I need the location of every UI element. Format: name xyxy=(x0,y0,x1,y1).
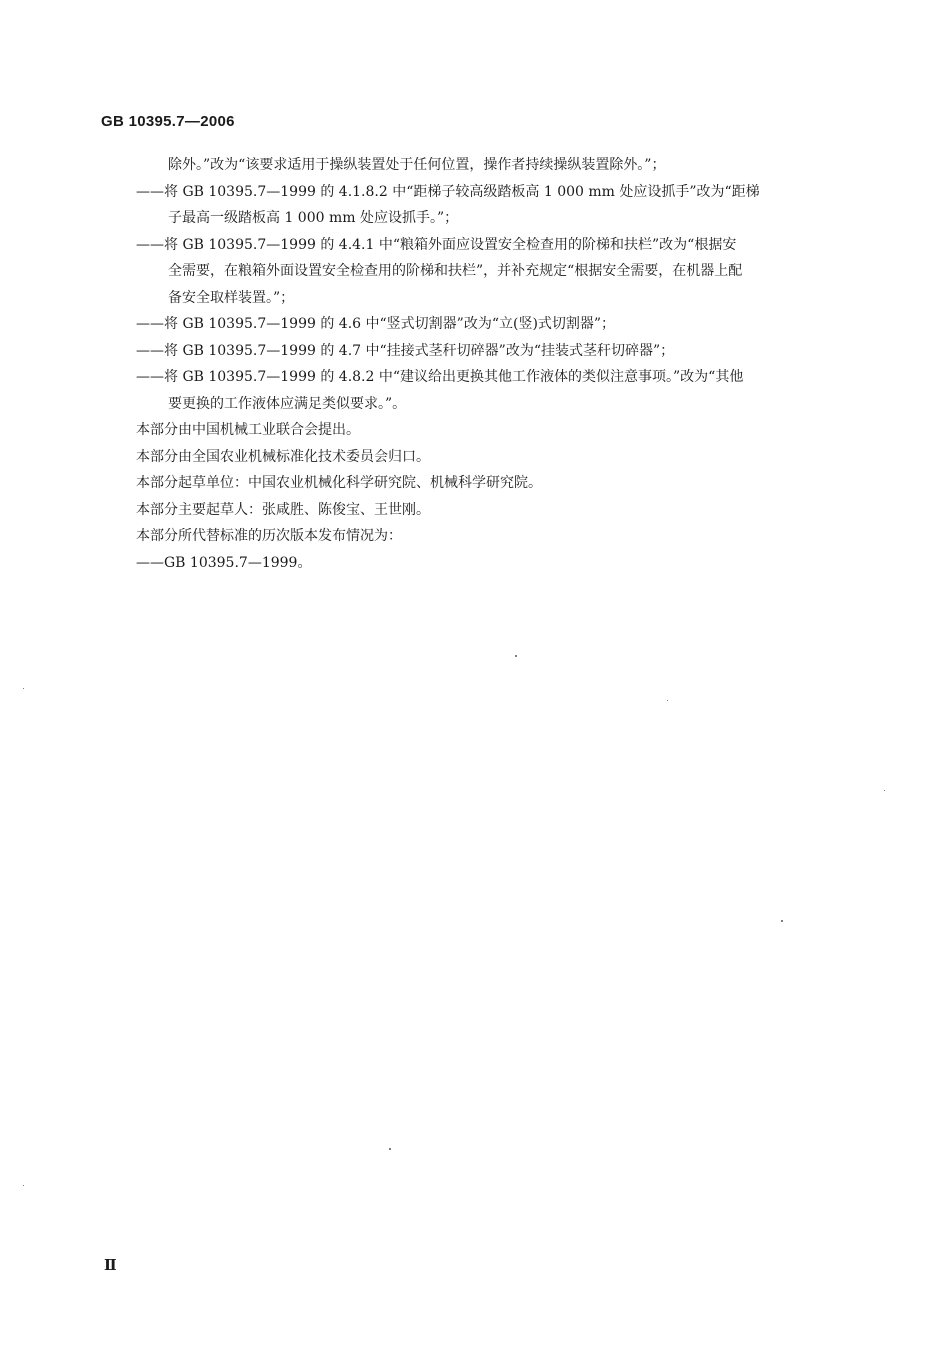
text-line: ——将 GB 10395.7—1999 的 4.1.8.2 中“距梯子较高级踏板高 1 000 mm 处应设抓手”改为“距梯 xyxy=(136,183,760,200)
text-line: ——将 GB 10395.7—1999 的 4.7 中“挂接式茎秆切碎器”改为“挂装式茎秆切碎器”； xyxy=(136,342,675,359)
scan-speck xyxy=(667,700,668,701)
text-line: ——将 GB 10395.7—1999 的 4.6 中“竖式切割器”改为“立(竖)式切割器”； xyxy=(136,316,616,332)
text-line: 本部分主要起草人：张咸胜、陈俊宝、王世刚。 xyxy=(136,501,430,518)
text-line: 本部分由全国农业机械标准化技术委员会归口。 xyxy=(136,448,430,465)
scan-speck xyxy=(23,688,24,689)
scan-speck xyxy=(23,1185,24,1186)
text-line: ——将 GB 10395.7—1999 的 4.4.1 中“粮箱外面应设置安全检查用的阶梯和扶栏”改为“根据安 xyxy=(136,236,737,253)
scan-speck xyxy=(389,1148,391,1150)
page-number: Ⅱ xyxy=(104,1258,117,1274)
text-line: 要更换的工作液体应满足类似要求。”。 xyxy=(168,395,407,412)
text-line: 全需要，在粮箱外面设置安全检查用的阶梯和扶栏”，并补充规定“根据安全需要，在机器上配 xyxy=(168,263,743,279)
scan-speck xyxy=(781,920,783,922)
foreword-body xyxy=(136,152,856,576)
text-line: 备安全取样装置。”； xyxy=(168,289,295,306)
text-line: 除外。”改为“该要求适用于操纵装置处于任何位置，操作者持续操纵装置除外。”； xyxy=(168,157,666,173)
text-line: 本部分由中国机械工业联合会提出。 xyxy=(136,422,360,438)
text-line: 本部分起草单位：中国农业机械化科学研究院、机械科学研究院。 xyxy=(136,475,542,491)
text-line: ——将 GB 10395.7—1999 的 4.8.2 中“建议给出更换其他工作液体的类似注意事项。”改为“其他 xyxy=(136,369,744,385)
text-line: ——GB 10395.7—1999。 xyxy=(136,554,312,571)
scan-speck xyxy=(884,790,885,791)
text-line: 子最高一级踏板高 1 000 mm 处应设抓手。”； xyxy=(168,210,459,226)
text-line: 本部分所代替标准的历次版本发布情况为： xyxy=(136,528,402,544)
standard-code-header: GB 10395.7—2006 xyxy=(101,113,235,130)
scan-speck xyxy=(515,655,517,657)
